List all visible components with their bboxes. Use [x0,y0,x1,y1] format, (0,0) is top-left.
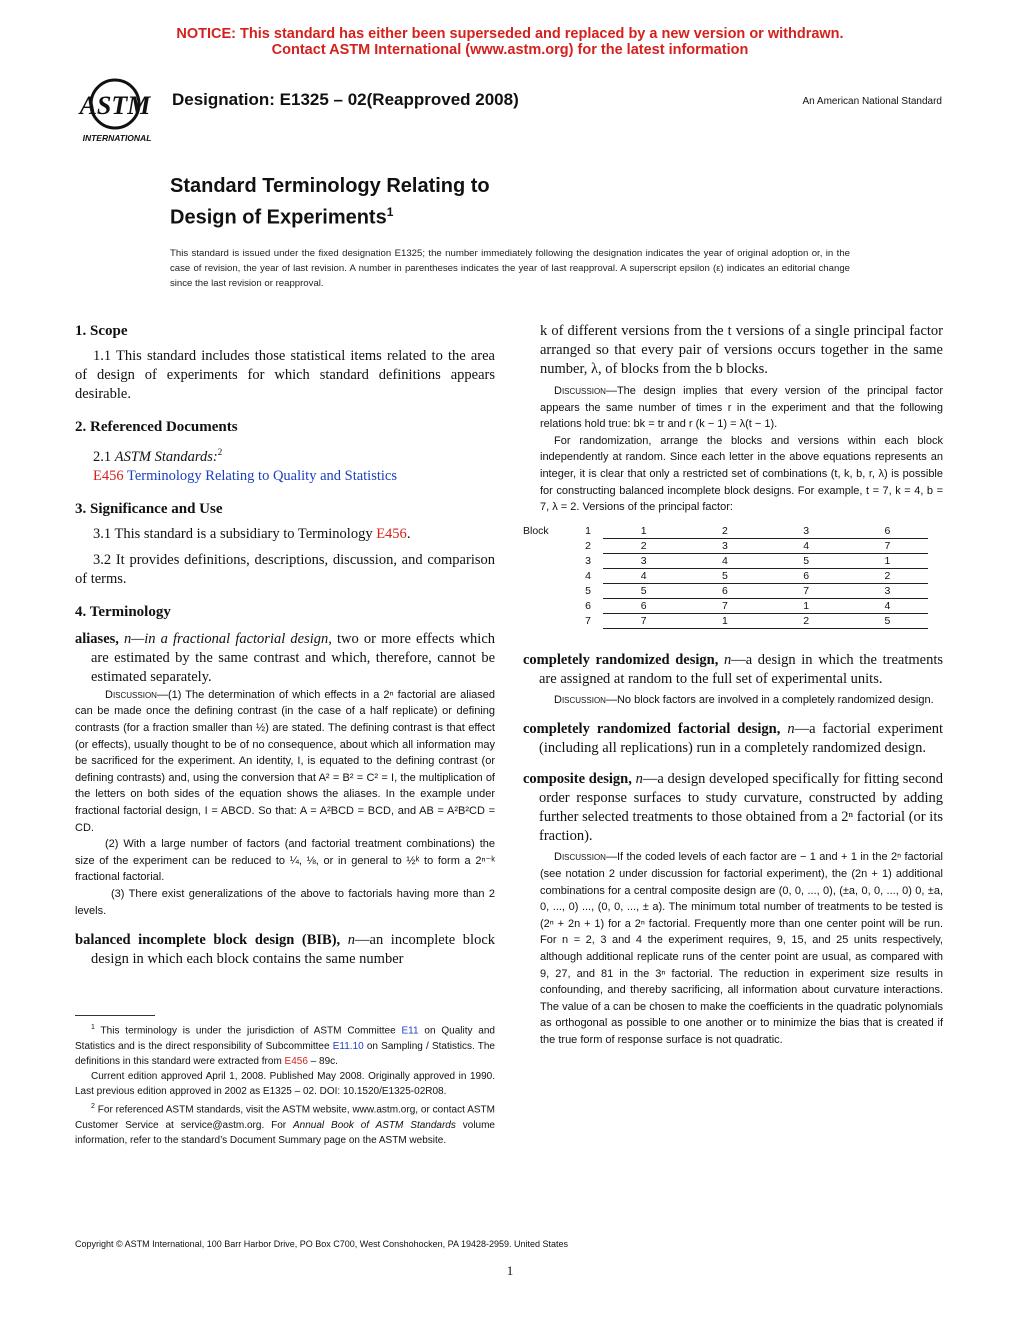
footnote-1: $^1$ This terminology is under the jurisdiction of ASTM Committee E11 on Quality and Statistics and is the direct responsibility of Subcommittee E11.10 on Sampling / Statistics. The definitions in this standard were extracted from E456 – 89c. [75,1024,495,1067]
bib-discussion-2: For randomization, arrange the blocks and versions within each block independently at random. Since each letter in the above equations represents an integer, it is clear that only a restricted set of combinations (t, k, b, r, λ) is possible for constructing balanced incomplete block designs. For example, t = 7, k = 4, b = 7, λ = 2. Versions of the principal factor: [540,434,943,514]
section-4-title: 4. Terminology [75,603,171,620]
e456-footnote-link[interactable]: E456 [284,1055,308,1067]
block-version: 3 [847,583,928,598]
block-version: 5 [847,613,928,628]
aliases-discussion-3: (3) There exist generalizations of the above to factorials having more than 2 levels. [75,887,495,917]
section-3-1: 3.1 This standard is a subsidiary to Terminology E456. [93,525,411,542]
title-line-2-text: Design of Experiments [170,206,387,229]
page-title [170,173,490,231]
aliases-discussion-2: (2) With a large number of factors (and factorial treatment combinations) the size of the experiment can be reduced to ¼, ⅛, or in general to ½ᵏ to form a 2ⁿ⁻ᵏ fractional factorial. [75,838,495,884]
block-number: 6 [585,599,591,612]
block-row [523,598,928,613]
block-version: 1 [847,553,928,568]
block-number: 2 [585,539,591,552]
block-row [523,538,928,553]
block-label [523,538,573,553]
term-completely-randomized-design: completely randomized design, n—a design in which the treatments are assigned at random to the full set of experimental units. [523,651,943,687]
notice-line-1: NOTICE: This standard has either been superseded and replaced by a new version or withdrawn. [176,26,844,42]
block-label [523,568,573,583]
block-version: 1 [766,598,847,613]
block-version: 2 [684,524,765,539]
block-label [523,613,573,628]
reference-e456[interactable] [75,467,495,486]
aliases-discussion-1: Discussion—(1) The determination of which effects in a 2ⁿ factorial are aliased can be made once the defining contrast (in the case of a half replicate) or defining contrasts (for a fraction smaller than ½) are stated. The defining contrast is that effect (or effects), usually thought to be of no consequence, about which all information may be sacrificed for the experiment. An identity, I, is equated to the defining contrast (or defining contrasts) and, using the conversion that A² = B² = C² = I, the multiplication of the letters on both sides of the equation shows the aliases. In the example under fractional factorial design, I = ABCD. So that: A = A²BCD = BCD, and AB = A²B²CD = CD. [75,688,495,834]
ref-code-e456-link[interactable]: E456 [93,467,124,484]
composite-discussion: Discussion—If the coded levels of each factor are − 1 and + 1 in the 2ⁿ factorial (see notation 2 under discussion for factorial experiment), the (2n + 1) additional combinations for a central composite design are (0, 0, ..., 0), (±a, 0, 0, ..., 0) 0, ±a, 0, ..., 0) ..., (0, 0, ..., ± a). The minimum total number of treatments to be tested is (2ⁿ + 2n + 1) for a 2ⁿ factorial. Frequently more than one center point will be run. For n = 2, 3 and 4 the experiment requires, 9, 15, and 25 units respectively, although additional replicate runs of the center point are usual, as compared with 9, 27, and 81 in the 3ⁿ factorial. The reduction in experiment size results in confounding, and thereby sacrificing, all information about curvature interactions. The value of a can be chosen to make the coefficients in the quadratic polynomials as orthogonal as possible to one another or to minimize the bias that is created if the true form of response surface is not quadratic. [540,851,943,1046]
title-line-2 [170,199,490,231]
e1110-link[interactable]: E11.10 [332,1040,364,1052]
block-version: 1 [603,524,684,539]
block-row [523,583,928,598]
footnote-1-edition: Current edition approved April 1, 2008. Published May 2008. Originally approved in 1990. Last previous edition approved in 2002 as E1325 – 02. DOI: 10.1520/E1325-02R08. [75,1070,495,1098]
block-number: 5 [585,584,591,597]
block-version: 2 [847,568,928,583]
block-version: 6 [847,524,928,539]
block-number: 4 [585,569,591,582]
block-version: 2 [603,538,684,553]
footnote-2: $^2$ For referenced ASTM standards, visit the ASTM website, www.astm.org, or contact ASTM Customer Service at service@astm.org. For Annual Book of ASTM Standards volume information, refer to the standard’s Document Summary page on the ASTM website. [75,1103,495,1147]
term-completely-randomized-factorial-design: completely randomized factorial design, n—a factorial experiment (including all replications) run in a completely randomized design. [523,721,943,757]
block-version: 4 [603,568,684,583]
bib-discussion-1: Discussion—The design implies that every version of the principal factor appears the same number of times r in the experiment and that the following relations hold true: bk = tr and r (k − 1) = λ(t − 1). [540,385,943,431]
block-label [523,598,573,613]
section-1-1: 1.1 This standard includes those statistical items related to the area of design of experiments for which standard definitions appears desirable. [75,348,495,402]
block-row [523,613,928,628]
term-bib: balanced incomplete block design (BIB), n—an incomplete block design in which each block contains the same number [75,932,496,968]
section-2-title: 2. Referenced Documents [75,419,238,435]
e456-link[interactable]: E456 [376,525,407,542]
right-column [523,322,943,1048]
block-version: 3 [603,553,684,568]
block-number: 3 [585,554,591,567]
title-footnote-mark: 1 [386,205,394,219]
block-version: 4 [766,538,847,553]
block-version: 6 [684,583,765,598]
block-version: 1 [684,613,765,628]
block-version: 7 [766,583,847,598]
copyright: Copyright © ASTM International, 100 Barr Harbor Drive, PO Box C700, West Conshohocken, PA 19428-2959. United States [75,1239,569,1249]
term-aliases: aliases, n—in a fractional factorial design, two or more effects which are estimated by the same contrast and which, therefore, cannot be estimated separately. [75,630,496,685]
block-version: 6 [603,598,684,613]
block-version: 4 [847,598,928,613]
block-number: 7 [585,614,591,627]
block-version: 7 [684,598,765,613]
issuance-note: This standard is issued under the fixed designation E1325; the number immediately following the designation indicates the year of original adoption or, in the case of revision, the year of last revision. A number in parentheses indicates the year of last reapproval. A superscript epsilon (ε) indicates an editorial change since the last revision or reapproval. [170,248,850,289]
footnotes [75,1020,495,1148]
block-version: 5 [766,553,847,568]
block-version: 3 [684,538,765,553]
logo-subtext: INTERNATIONAL [82,133,152,143]
block-label [523,553,573,568]
section-3-title: 3. Significance and Use [75,500,223,517]
block-version: 7 [603,613,684,628]
section-3-2: 3.2 It provides definitions, descriptions, discussion, and comparison of terms. [75,551,495,587]
block-number: 1 [585,525,591,537]
e11-link[interactable]: E11 [401,1025,419,1037]
block-version: 4 [684,553,765,568]
title-line-1: Standard Terminology Relating to [170,175,490,197]
block-version: 6 [766,568,847,583]
notice-line-2: Contact ASTM International (www.astm.org) for the latest information [271,42,749,58]
section-1-title: 1. Scope [75,323,128,339]
block-version: 5 [684,568,765,583]
american-national-standard: An American National Standard [802,96,942,107]
crd-discussion: Discussion—No block factors are involved in a completely randomized design. [554,693,934,706]
block-version: 5 [603,583,684,598]
left-column [75,322,495,969]
term-composite-design: composite design, n—a design developed specifically for fitting second order response surfaces to study curvature, constructed by adding further selected treatments to those obtained from a 2ⁿ factorial (or its fraction). [523,771,944,845]
block-row [523,553,928,568]
designation: Designation: E1325 – 02(Reapproved 2008) [172,90,519,109]
block-version: 7 [847,538,928,553]
section-2-1: 2.1 ASTM Standards:$^2$ [93,447,223,465]
block-version: 2 [766,613,847,628]
ref-title-link[interactable]: Terminology Relating to Quality and Statistics [123,467,397,484]
block-row [523,524,928,539]
astm-logo [72,78,162,144]
block-label: Block [523,525,549,537]
bib-continuation: k of different versions from the t versions of a single principal factor arranged so that every pair of versions occurs together in the same number, λ, of blocks from the b blocks. [540,323,943,377]
footnote-rule [75,1015,155,1016]
page-number: 1 [506,1263,514,1278]
withdrawal-notice [0,26,1020,58]
block-label [523,583,573,598]
block-table [523,524,928,629]
block-version: 3 [766,524,847,539]
block-row [523,568,928,583]
logo-text: ASTM [79,91,151,120]
